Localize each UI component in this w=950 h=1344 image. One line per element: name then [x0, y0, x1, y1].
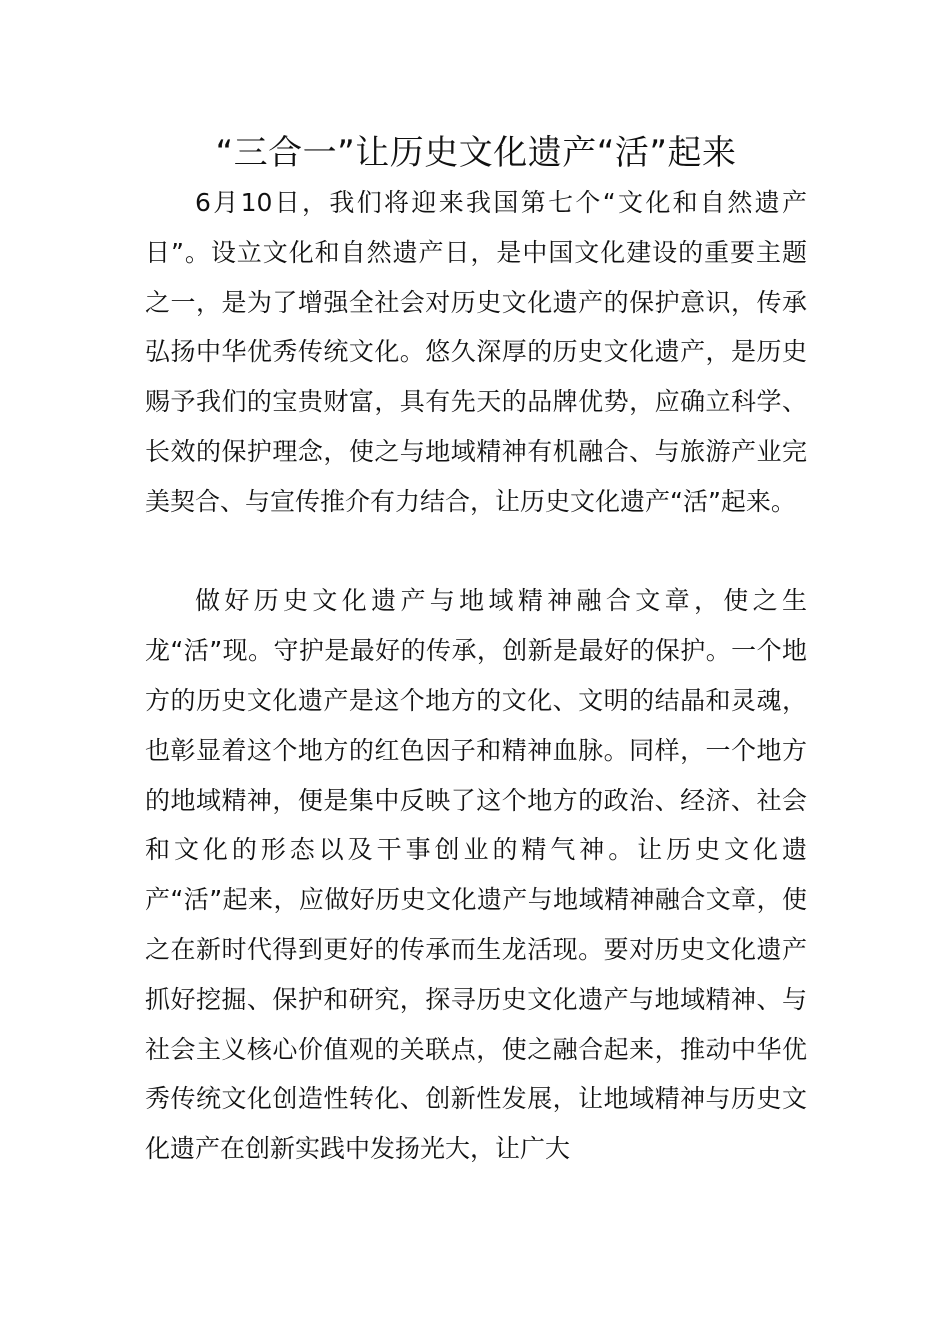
- paragraph-1: 6月10日，我们将迎来我国第七个“文化和自然遗产日”。设立文化和自然遗产日，是中国文化建设的重要主题之一，是为了增强全社会对历史文化遗产的保护意识，传承弘扬中华优秀传统文化。悠久深厚的历史文化遗产，是历史赐予我们的宝贵财富，具有先天的品牌优势，应确立科学、长效的保护理念，使之与地域精神有机融合、与旅游产业完美契合、与宣传推介有力结合，让历史文化遗产“活”起来。: [145, 188, 807, 516]
- document-page: [145, 128, 807, 1174]
- document-title: “三合一”让历史文化遗产“活”起来: [215, 133, 737, 173]
- paragraph-2: 做好历史文化遗产与地域精神融合文章，使之生龙“活”现。守护是最好的传承，创新是最好的保护。一个地方的历史文化遗产是这个地方的文化、文明的结晶和灵魂，也彰显着这个地方的红色因子和精神血脉。同样，一个地方的地域精神，便是集中反映了这个地方的政治、经济、社会和文化的形态以及干事创业的精气神。让历史文化遗产“活”起来，应做好历史文化遗产与地域精神融合文章，使之在新时代得到更好的传承而生龙活现。要对历史文化遗产抓好挖掘、保护和研究，探寻历史文化遗产与地域精神、与社会主义核心价值观的关联点，使之融合起来，推动中华优秀传统文化创造性转化、创新性发展，让地域精神与历史文化遗产在创新实践中发扬光大，让广大: [145, 586, 807, 1164]
